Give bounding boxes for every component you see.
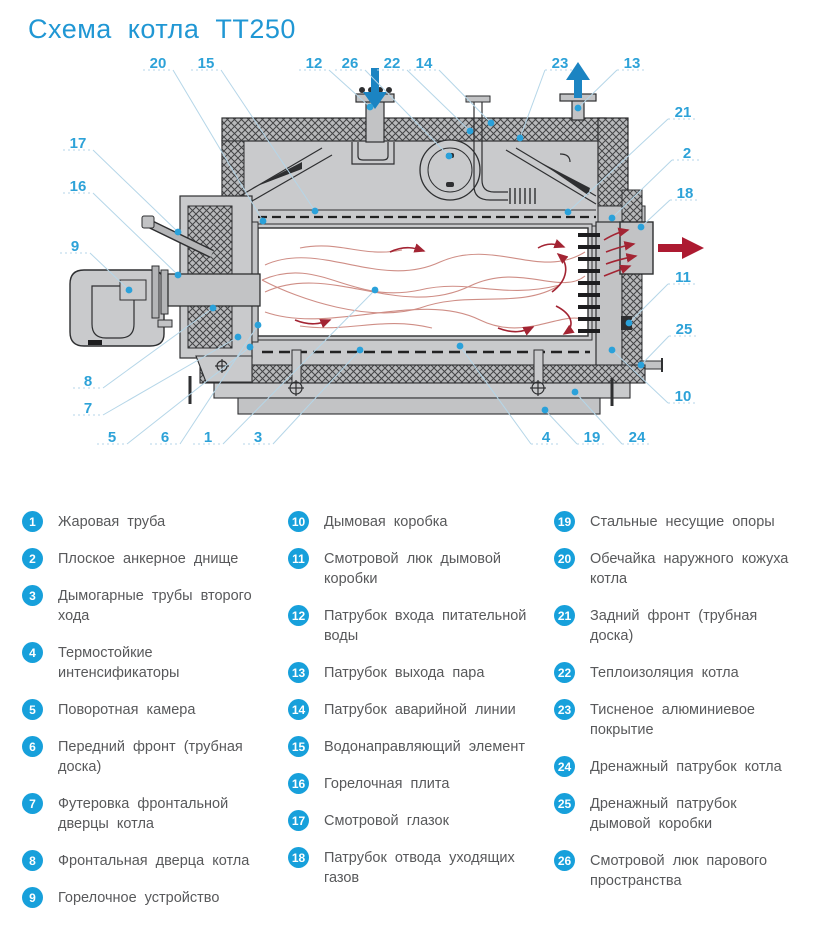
legend-item-label: Футеровка фронтальной дверцы котла <box>58 796 229 832</box>
top-insulation-band <box>222 118 606 141</box>
legend-item-label: Передний фронт (трубная доска) <box>58 739 243 775</box>
callout-dot-5 <box>247 344 254 351</box>
legend <box>22 512 806 925</box>
legend-number-badge: 22 <box>554 662 575 683</box>
callout-number-9: 9 <box>70 238 80 255</box>
callout-number-4: 4 <box>541 429 551 446</box>
legend-item-16 <box>288 774 554 794</box>
callout-13 <box>575 55 647 111</box>
callout-number-21: 21 <box>674 104 692 121</box>
callout-dot-9 <box>126 287 133 294</box>
legend-item-4 <box>22 643 288 683</box>
callout-dot-19 <box>542 407 549 414</box>
legend-item-label: Смотровой люк дымовой коробки <box>324 551 502 587</box>
legend-item-7 <box>22 794 288 834</box>
legend-number-badge: 2 <box>22 548 43 569</box>
callout-dot-16 <box>175 272 182 279</box>
legend-item-23 <box>554 700 806 740</box>
legend-number-badge: 26 <box>554 850 575 871</box>
callout-number-5: 5 <box>107 429 117 446</box>
legend-item-label: Термостойкие интенсификаторы <box>58 645 180 681</box>
legend-number-badge: 13 <box>288 662 309 683</box>
callout-dot-21 <box>565 209 572 216</box>
legend-number-badge: 10 <box>288 511 309 532</box>
legend-number-badge: 3 <box>22 585 43 606</box>
callout-number-20: 20 <box>149 55 167 72</box>
legend-item-26 <box>554 851 806 891</box>
legend-item-label: Тисненое алюминиевое покрытие <box>590 702 755 738</box>
legend-number-badge: 8 <box>22 850 43 871</box>
steam-outlet-arrow-icon <box>566 62 590 98</box>
callout-dot-7 <box>235 334 242 341</box>
legend-item-13 <box>288 663 554 683</box>
legend-item-10 <box>288 512 554 532</box>
legend-item-label: Патрубок отвода уходящих газов <box>324 850 515 886</box>
callout-number-14: 14 <box>415 55 433 72</box>
legend-item-18 <box>288 848 554 888</box>
legend-item-21 <box>554 606 806 646</box>
legend-item-label: Поворотная камера <box>58 702 196 718</box>
callout-number-2: 2 <box>682 145 692 162</box>
legend-number-badge: 9 <box>22 887 43 908</box>
legend-item-label: Патрубок выхода пара <box>324 665 485 681</box>
legend-number-badge: 14 <box>288 699 309 720</box>
legend-item-3 <box>22 586 288 626</box>
legend-number-badge: 21 <box>554 605 575 626</box>
boiler-diagram <box>0 45 816 465</box>
callout-dot-10 <box>609 347 616 354</box>
legend-item-label: Смотровой глазок <box>324 813 449 829</box>
legend-item-22 <box>554 663 806 683</box>
callout-dot-2 <box>609 215 616 222</box>
callout-dot-12 <box>367 104 374 111</box>
callout-number-12: 12 <box>305 55 323 72</box>
callout-number-11: 11 <box>675 269 691 286</box>
legend-number-badge: 23 <box>554 699 575 720</box>
legend-number-badge: 25 <box>554 793 575 814</box>
callout-number-6: 6 <box>160 429 170 446</box>
callout-dot-4 <box>457 343 464 350</box>
legend-item-5 <box>22 700 288 720</box>
legend-number-badge: 1 <box>22 511 43 532</box>
callout-number-13: 13 <box>623 55 641 72</box>
legend-item-label: Стальные несущие опоры <box>590 514 775 530</box>
legend-number-badge: 20 <box>554 548 575 569</box>
legend-number-badge: 15 <box>288 736 309 757</box>
legend-item-9 <box>22 888 288 908</box>
legend-number-badge: 17 <box>288 810 309 831</box>
page-title: Схема котла ТТ250 <box>28 14 296 44</box>
callout-number-24: 24 <box>628 429 646 446</box>
callout-number-25: 25 <box>675 321 693 338</box>
flue-gas-arrow-icon <box>658 237 704 259</box>
callout-number-23: 23 <box>551 55 569 72</box>
callout-dot-15 <box>312 208 319 215</box>
steam-space-manhole <box>420 140 480 200</box>
legend-number-badge: 24 <box>554 756 575 777</box>
callout-dot-17 <box>175 229 182 236</box>
legend-item-label: Фронтальная дверца котла <box>58 853 250 869</box>
fire-tube <box>254 224 592 340</box>
legend-item-24 <box>554 757 806 777</box>
legend-item-label: Патрубок аварийной линии <box>324 702 516 718</box>
callout-number-8: 8 <box>83 373 93 390</box>
legend-item-label: Горелочная плита <box>324 776 450 792</box>
legend-number-badge: 7 <box>22 793 43 814</box>
bottom-insulation-band <box>200 365 645 383</box>
legend-number-badge: 18 <box>288 847 309 868</box>
callout-number-1: 1 <box>203 429 213 446</box>
callout-dot-8 <box>210 305 217 312</box>
legend-item-label: Водонаправляющий элемент <box>324 739 525 755</box>
legend-item-label: Плоское анкерное днище <box>58 551 239 567</box>
legend-item-25 <box>554 794 806 834</box>
callout-dot-6 <box>255 322 262 329</box>
callout-number-3: 3 <box>253 429 263 446</box>
legend-item-label: Дымовая коробка <box>324 514 448 530</box>
legend-item-label: Дренажный патрубок дымовой коробки <box>590 796 737 832</box>
callout-dot-22 <box>467 128 474 135</box>
legend-number-badge: 6 <box>22 736 43 757</box>
callout-number-10: 10 <box>674 388 692 405</box>
callout-number-17: 17 <box>69 135 87 152</box>
callout-dot-24 <box>572 389 579 396</box>
legend-item-11 <box>288 549 554 589</box>
callout-number-19: 19 <box>583 429 601 446</box>
legend-item-label: Задний фронт (трубная доска) <box>590 608 758 644</box>
callout-number-16: 16 <box>69 178 87 195</box>
callout-dot-20 <box>260 218 267 225</box>
callout-dot-1 <box>372 287 379 294</box>
legend-column-3 <box>554 512 806 925</box>
callout-number-15: 15 <box>197 55 215 72</box>
callout-number-26: 26 <box>341 55 359 72</box>
legend-number-badge: 4 <box>22 642 43 663</box>
legend-item-label: Жаровая труба <box>58 514 166 530</box>
callout-number-7: 7 <box>83 400 93 417</box>
legend-number-badge: 5 <box>22 699 43 720</box>
legend-column-1 <box>22 512 288 925</box>
callout-dot-25 <box>638 362 645 369</box>
legend-item-label: Патрубок входа питательной воды <box>324 608 527 644</box>
legend-column-2 <box>288 512 554 925</box>
legend-item-label: Дымогарные трубы второго хода <box>58 588 252 624</box>
legend-item-label: Обечайка наружного кожуха котла <box>590 551 789 587</box>
legend-item-20 <box>554 549 806 589</box>
callout-dot-13 <box>575 105 582 112</box>
callout-number-18: 18 <box>676 185 694 202</box>
legend-item-1 <box>22 512 288 532</box>
callout-dot-23 <box>517 135 524 142</box>
legend-item-label: Дренажный патрубок котла <box>590 759 782 775</box>
legend-item-label: Теплоизоляция котла <box>590 665 739 681</box>
legend-number-badge: 11 <box>288 548 309 569</box>
legend-item-14 <box>288 700 554 720</box>
legend-item-6 <box>22 737 288 777</box>
legend-item-label: Горелочное устройство <box>58 890 220 906</box>
callout-dot-26 <box>446 153 453 160</box>
callout-dot-11 <box>626 320 633 327</box>
callout-dot-14 <box>488 120 495 127</box>
callout-dot-18 <box>638 224 645 231</box>
legend-item-17 <box>288 811 554 831</box>
legend-item-12 <box>288 606 554 646</box>
legend-number-badge: 16 <box>288 773 309 794</box>
legend-item-2 <box>22 549 288 569</box>
callout-number-22: 22 <box>383 55 401 72</box>
legend-item-15 <box>288 737 554 757</box>
legend-number-badge: 12 <box>288 605 309 626</box>
legend-item-19 <box>554 512 806 532</box>
callout-dot-3 <box>357 347 364 354</box>
legend-item-label: Смотровой люк парового пространства <box>590 853 768 889</box>
legend-number-badge: 19 <box>554 511 575 532</box>
legend-item-8 <box>22 851 288 871</box>
